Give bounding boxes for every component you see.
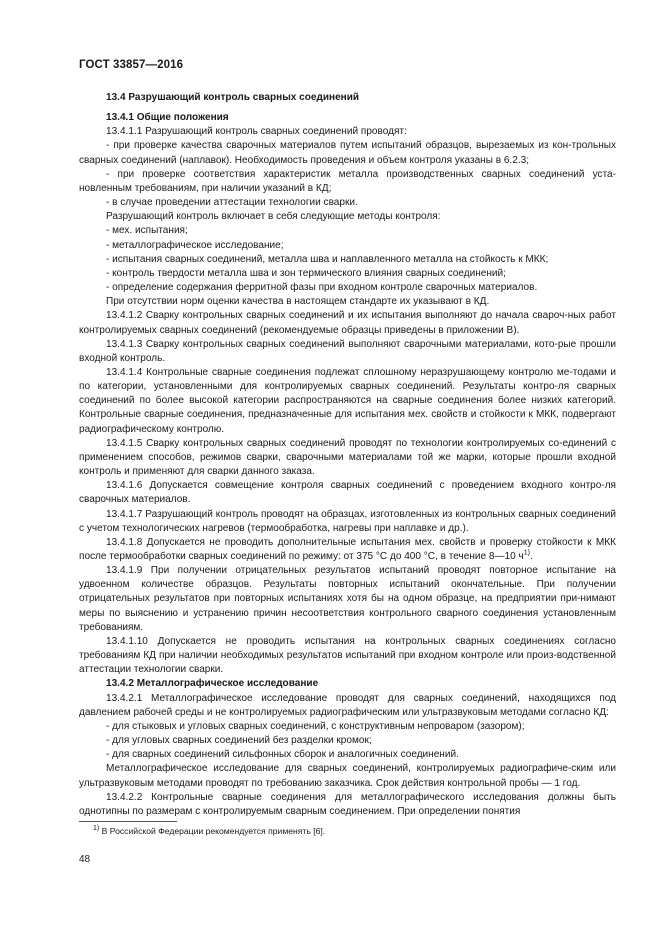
paragraph: При отсутствии норм оценки качества в настоящем стандарте их указывают в КД. [106,296,490,308]
paragraph-with-footnote: 13.4.1.8 Допускается не проводить дополнительные испытания мех. свойств и проверку стойкости к МКК после термообработки сварных соединений по режиму: от 375 °С до 400 °С, в течение 8—10 $ч^{1)}$. [79,536,616,562]
document-body [79,91,616,819]
footnote [93,826,325,837]
paragraph: 13.4.1.4 Контрольные сварные соединения подлежат сплошному неразрушающему контролю ме-тодами и по категории, установленными для контролируемых сварных соединений. Результаты контро-ля сварных соединений по более высокой категории распространяются на сварные соединения более низких категорий. Контрольные сварные соединения, предназначенные для испытания мех. свойств и стойкости к МКК, подвергают радиографическому контролю. [79,366,616,435]
list-item: - металлографическое исследование; [106,239,284,251]
list-item: - для угловых сварных соединений без разделки кромок; [106,735,372,747]
paragraph: 13.4.1.9 При получении отрицательных результатов испытаний проводят повторное испытание на удвоенном количестве образцов. Результаты повторных испытаний окончательные. При получении отрицательных результатов при повторных испытаниях хотя бы на одном образце, на предприятии при-нимают меры по выяснению и устранению причин несоответствия контрольного сварного соединения установленным требованиям. [79,565,616,633]
paragraph: 13.4.1.10 Допускается не проводить испытания на контрольных сварных соединениях согласно требованиям КД при наличии необходимых результатов испытаний при входном контроле или произ-водственной аттестации технологии сварки. [79,635,616,676]
list-item: - при проверке качества сварочных материалов путем испытаний образцов, вырезаемых из кон-трольных сварных соединений (наплавок). Необходимость проведения и объем контроля указаны в 6.2.3; [79,140,616,166]
list-item: - для сварных соединений сильфонных сборок и аналогичных соединений. [106,749,459,761]
paragraph: 13.4.1.3 Сварку контрольных сварных соединений выполняют сварочными материалами, кото-рые прошли входной контроль. [79,338,616,364]
paragraph-text: 13.4.1.8 Допускается не проводить дополнительные испытания мех. свойств и проверку стойкости к МКК после термообработки сварных соединений по режиму: от 375 °С до 400 °С, в течение 8—10 ч [79,536,616,562]
paragraph: 13.4.1.7 Разрушающий контроль проводят на образцах, изготовленных из контрольных сварных соединений с учетом технологических нагревов (термообработка, нагревы при наплавке и др.). [79,508,616,534]
list-item: - контроль твердости металла шва и зон термического влияния сварных соединений; [106,267,506,279]
list-item: - определение содержания ферритной фазы при входном контроле сварочных материалов. [106,282,538,294]
paragraph: 13.4.2.2 Контрольные сварные соединения для металлографического исследования должны быть однотипны по размерам с контролируемым сварным соединением. При определении понятия [79,791,616,817]
list-item: - испытания сварных соединений, металла шва и наплавленного металла на стойкость к МКК; [106,253,549,265]
list-item: - мех. испытания; [106,225,188,237]
list-item: - при проверке соответствия характеристик металла производственных сварных соединений уста-новленным требованиям, при наличии указаний в КД; [79,168,616,194]
paragraph: 13.4.2.1 Металлографическое исследование проводят для сварных соединений, находящихся под давлением рабочей среды и не контролируемых радиографическим или ультразвуковым методами согласно КД: [79,692,616,718]
section-title: 13.4 Разрушающий контроль сварных соединений [106,92,360,103]
paragraph: 13.4.1.5 Сварку контрольных сварных соединений проводят по технологии контролируемых со-единений с применением способов, режимов сварки, сварочными материалами той же марки, которые прошли входной контроль и применяют для сварки данного заказа. [79,437,616,478]
paragraph: Разрушающий контроль включает в себя следующие методы контроля: [106,211,441,223]
subsection-title: 13.4.2 Металлографическое исследование [106,678,319,690]
footnote-ref: 1) [523,549,530,557]
footnote-marker: 1) [93,825,100,833]
page-number: 48 [79,854,91,865]
paragraph: 13.4.1.2 Сварку контрольных сварных соединений и их испытания выполняют до начала свароч-ных работ контролируемых сварных соединений (рекомендуемые образцы приведены в приложении В). [79,310,616,336]
list-item: - для стыковых и угловых сварных соединений, с конструктивным непроваром (зазором); [106,720,525,732]
document-header: ГОСТ 33857—2016 [79,59,184,71]
footnote-divider [79,821,177,822]
paragraph: Металлографическое исследование для сварных соединений, контролируемых радиографиче-ским или ультразвуковым методами проводят по требованию заказчика. Срок действия контрольной пробы — 1 год. [79,763,616,789]
footnote-text: В Российской Федерации рекомендуется применять [6]. [101,826,326,836]
subsection-title: 13.4.1 Общие положения [106,112,229,124]
list-item: - в случае проведении аттестации технологии сварки. [106,197,358,209]
paragraph: 13.4.1.1 Разрушающий контроль сварных соединений проводят: [106,126,407,138]
paragraph: 13.4.1.6 Допускается совмещение контроля сварных соединений с проведением входного контро-ля сварочных материалов. [79,480,616,506]
